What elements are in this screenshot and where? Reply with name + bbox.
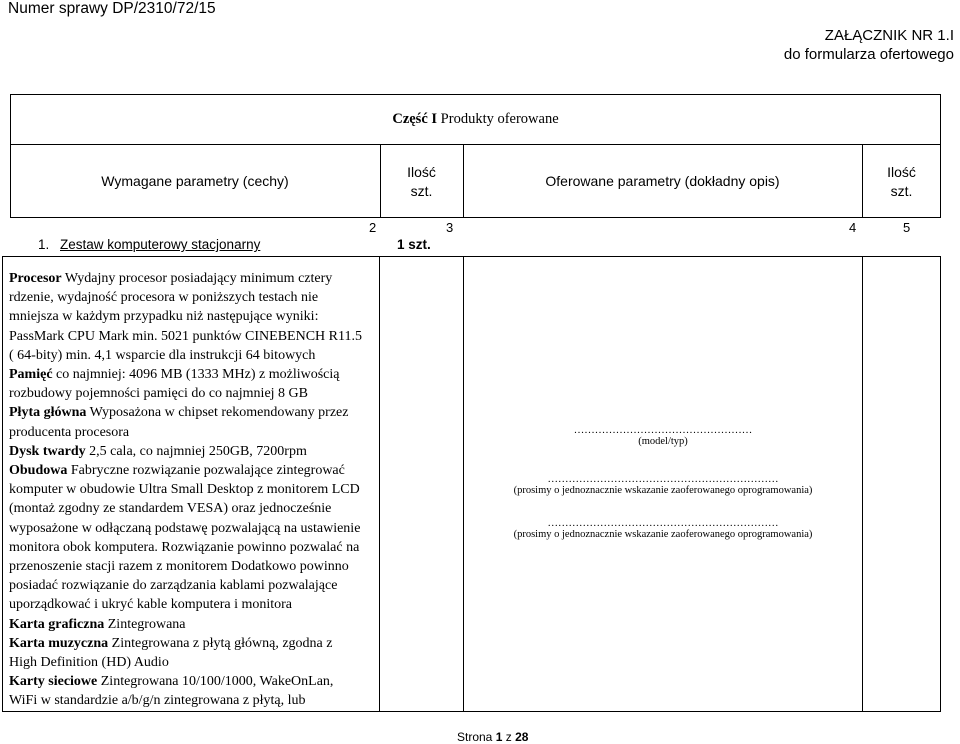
annex-line-2: do formularza ofertowego bbox=[783, 46, 954, 63]
spec-line: Pamięć co najmniej: 4096 MB (1333 MHz) z możliwością bbox=[9, 367, 340, 383]
spec-line: Procesor Wydajny procesor posiadający minimum cztery bbox=[9, 271, 333, 286]
page-number: Strona 1 z 28 bbox=[457, 730, 529, 744]
col-offered-params: Oferowane parametry (dokładny opis) bbox=[545, 173, 780, 189]
spec-line: rozbudowy pojemności pamięci do co najmniej 8 GB bbox=[9, 386, 308, 402]
section-title-box bbox=[10, 94, 941, 145]
annex-label bbox=[784, 26, 954, 64]
spec-line: producenta procesora bbox=[9, 424, 130, 440]
spec-line: przenoszenie stacji razem z monitorem Dodatkowo powinno bbox=[9, 559, 349, 575]
spec-line: wyposażone w odłączaną podstawę pozwalającą na ustawienie bbox=[9, 520, 361, 536]
spec-line: (montaż zgodny ze standardem VESA) oraz jednocześnie bbox=[9, 501, 332, 517]
offer-software-block-1 bbox=[464, 474, 862, 496]
spec-line: High Definition (HD) Audio bbox=[9, 655, 169, 671]
spec-line: komputer w obudowie Ultra Small Desktop z monitorem LCD bbox=[9, 482, 360, 498]
col-qty-2: Ilość szt. bbox=[887, 164, 916, 199]
col-required-params: Wymagane parametry (cechy) bbox=[101, 173, 289, 189]
spec-line: Karty sieciowe Zintegrowana 10/100/1000, WakeOnLan, bbox=[9, 674, 334, 690]
annex-line-1: ZAŁĄCZNIK NR 1.I bbox=[824, 27, 954, 44]
software-hint-2: (prosimy o jednoznacznie wskazanie zaoferowanego oprogramowania) bbox=[513, 529, 813, 540]
item-name: Zestaw komputerowy stacjonarny bbox=[60, 237, 261, 252]
spec-line: rdzenie, wydajność procesora w poniższych testach nie bbox=[9, 290, 319, 306]
offer-model-block bbox=[464, 425, 862, 447]
spec-line: Karta graficzna Zintegrowana bbox=[9, 616, 186, 632]
item-number: 1. bbox=[38, 237, 50, 252]
model-hint: (model/typ) bbox=[638, 436, 688, 447]
item-qty: 1 szt. bbox=[397, 237, 431, 252]
spec-line: Dysk twardy 2,5 cala, co najmniej 250GB, 7200rpm bbox=[9, 443, 307, 459]
spec-line: posiadać rozwiązanie do zarządzania kablami pozwalające bbox=[9, 578, 338, 594]
software-hint-1: (prosimy o jednoznacznie wskazanie zaoferowanego oprogramowania) bbox=[513, 485, 813, 496]
col-number-2: 2 bbox=[369, 220, 377, 235]
section-title: Część I Produkty oferowane bbox=[392, 111, 559, 127]
spec-line: monitora obok komputera. Rozwiązanie powinno pozwalać na bbox=[9, 539, 360, 555]
spec-line: mniejsza w każdym przypadku niż następujące wyniki: bbox=[9, 309, 319, 325]
case-number: Numer sprawy DP/2310/72/15 bbox=[8, 0, 216, 17]
spec-line: uporządkować i ukryć kable komputera i monitora bbox=[9, 597, 293, 613]
spec-line: Obudowa Fabryczne rozwiązanie pozwalające zintegrować bbox=[9, 463, 345, 479]
col-number-4: 4 bbox=[849, 220, 857, 235]
spec-line: PassMark CPU Mark min. 5021 punktów CINEBENCH R11.5 bbox=[9, 328, 362, 344]
spec-line: WiFi w standardzie a/b/g/n zintegrowana z płytą, lub bbox=[9, 693, 306, 709]
spec-line: ( 64-bity) min. 4,1 wsparcie dla instrukcji 64 bitowych bbox=[9, 347, 316, 363]
col-number-3: 3 bbox=[446, 220, 454, 235]
spec-text bbox=[9, 269, 379, 711]
col-qty: Ilość szt. bbox=[407, 164, 436, 199]
spec-line: Płyta główna Wyposażona w chipset rekomendowany przez bbox=[9, 405, 349, 421]
software-input-dots-1[interactable]: ………………………………………………………… bbox=[547, 474, 779, 485]
offer-software-block-2 bbox=[464, 518, 862, 540]
spec-line: Karta muzyczna Zintegrowana z płytą główną, zgodna z bbox=[9, 635, 333, 651]
col-number-5: 5 bbox=[903, 220, 911, 235]
model-input-dots[interactable]: …………………………………………… bbox=[573, 425, 753, 436]
software-input-dots-2[interactable]: ………………………………………………………… bbox=[547, 518, 779, 529]
